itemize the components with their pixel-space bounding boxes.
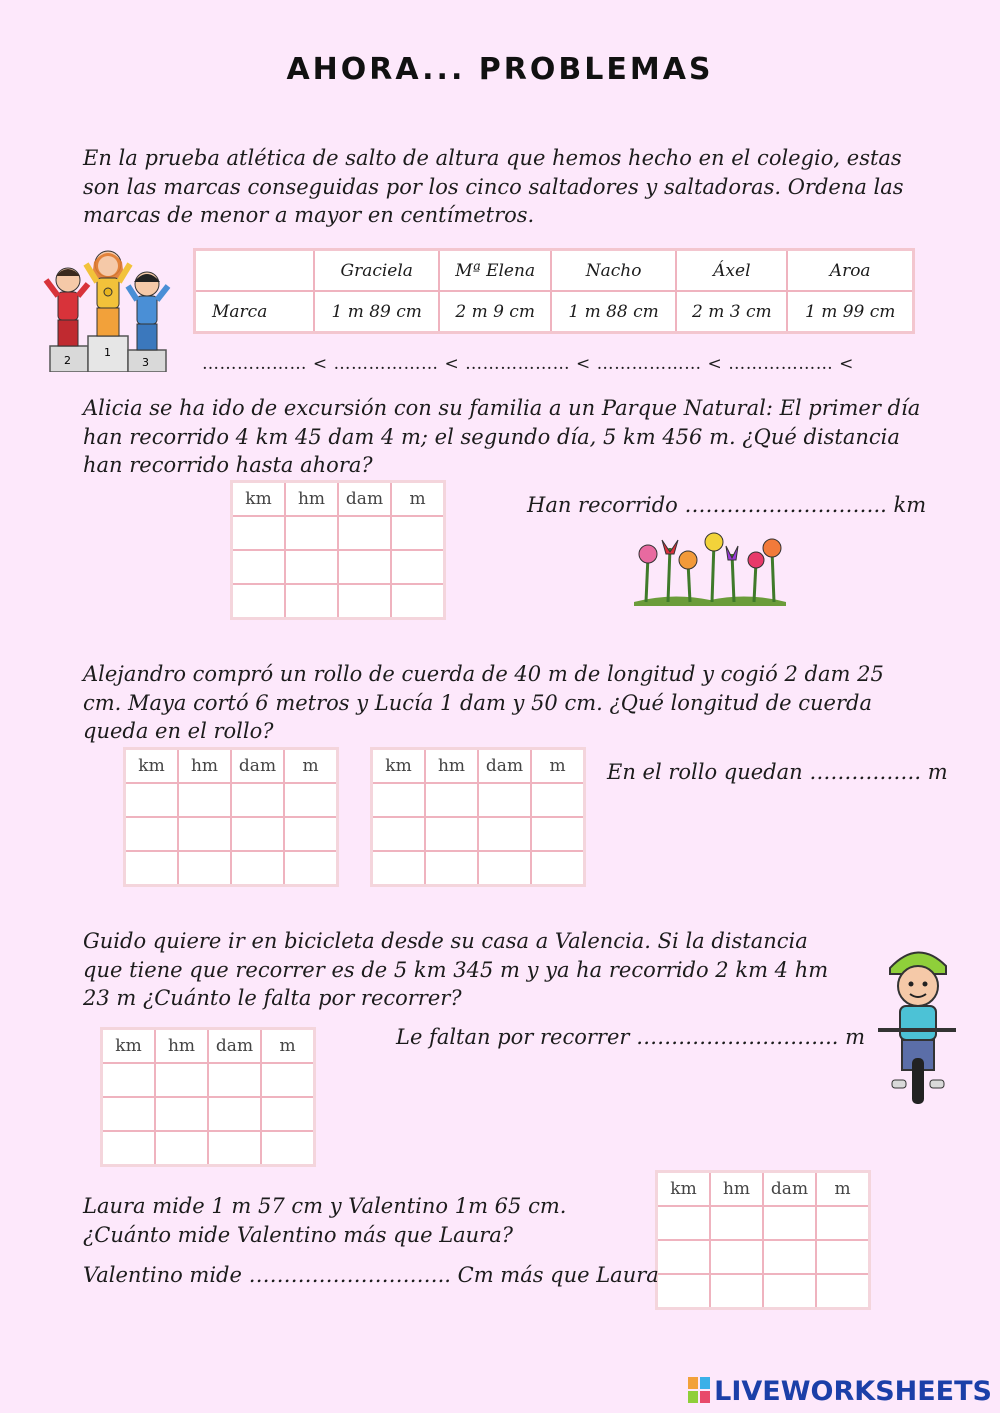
grid-cell[interactable] (178, 817, 231, 851)
unit-header-hm: hm (155, 1029, 208, 1064)
unit-header-km: km (372, 749, 426, 784)
grid-cell[interactable] (763, 1240, 816, 1274)
grid-cell[interactable] (372, 851, 426, 886)
grid-cell[interactable] (178, 851, 231, 886)
marks-header-axel: Áxel (676, 250, 787, 292)
unit-header-dam: dam (763, 1172, 816, 1207)
podium-1-label: 1 (104, 346, 111, 359)
grid-cell[interactable] (125, 783, 179, 817)
page-title: AHORA... PROBLEMAS (286, 52, 714, 87)
mark-value-maria-elena: 2 m 9 cm (439, 291, 550, 333)
problem-5-text: Laura mide 1 m 57 cm y Valentino 1m 65 cm. ¿Cuánto mide Valentino más que Laura? (83, 1194, 567, 1247)
grid-cell[interactable] (391, 550, 445, 584)
mark-value-graciela: 1 m 89 cm (314, 291, 439, 333)
grid-cell[interactable] (657, 1206, 711, 1240)
grid-cell[interactable] (710, 1240, 763, 1274)
grid-cell[interactable] (102, 1131, 156, 1166)
grid-cell[interactable] (231, 851, 284, 886)
grid-cell[interactable] (763, 1206, 816, 1240)
marks-header-aroa: Aroa (787, 250, 913, 292)
grid-cell[interactable] (391, 516, 445, 550)
unit-header-km: km (102, 1029, 156, 1064)
grid-cell[interactable] (155, 1131, 208, 1166)
grid-cell[interactable] (657, 1240, 711, 1274)
grid-cell[interactable] (208, 1131, 261, 1166)
grid-cell[interactable] (372, 783, 426, 817)
unit-header-m: m (816, 1172, 870, 1207)
grid-cell[interactable] (816, 1240, 870, 1274)
liveworksheets-logo (688, 1376, 992, 1407)
unit-header-m: m (284, 749, 338, 784)
grid-cell[interactable] (284, 851, 338, 886)
grid-cell[interactable] (155, 1097, 208, 1131)
unit-grid-problem-3-b[interactable] (370, 747, 586, 887)
order-answer-line[interactable]: ……………… < ……………… < ……………… < ……………… < ……………… < (202, 354, 854, 374)
problem-2-text: Alicia se ha ido de excursión con su familia a un Parque Natural: El primer día han recorrido 4 km 45 dam 4 m; el segundo día, 5 km 456 m. ¿Qué distancia han recorrido hasta ahora? (83, 396, 921, 477)
grid-cell[interactable] (261, 1063, 315, 1097)
problem-4-answer[interactable]: Le faltan por recorrer ……………………….. m (396, 1025, 866, 1049)
unit-header-hm: hm (710, 1172, 763, 1207)
marks-header-nacho: Nacho (551, 250, 676, 292)
marks-table-corner (195, 250, 315, 292)
unit-header-m: m (531, 749, 585, 784)
grid-cell[interactable] (478, 783, 531, 817)
grid-cell[interactable] (425, 851, 478, 886)
unit-header-km: km (657, 1172, 711, 1207)
grid-cell[interactable] (391, 584, 445, 619)
grid-cell[interactable] (816, 1274, 870, 1309)
grid-cell[interactable] (102, 1097, 156, 1131)
unit-header-dam: dam (208, 1029, 261, 1064)
grid-cell[interactable] (338, 584, 391, 619)
grid-cell[interactable] (231, 783, 284, 817)
grid-cell[interactable] (232, 516, 286, 550)
marks-header-maria-elena: Mª Elena (439, 250, 550, 292)
unit-grid-problem-4[interactable] (100, 1027, 316, 1167)
marks-header-graciela: Graciela (314, 250, 439, 292)
unit-header-hm: hm (425, 749, 478, 784)
grid-cell[interactable] (285, 550, 338, 584)
grid-cell[interactable] (710, 1206, 763, 1240)
marks-row-label: Marca (195, 291, 315, 333)
grid-cell[interactable] (425, 817, 478, 851)
unit-header-dam: dam (231, 749, 284, 784)
podium-2-label: 2 (64, 354, 71, 367)
unit-header-km: km (125, 749, 179, 784)
unit-header-dam: dam (478, 749, 531, 784)
grid-cell[interactable] (285, 516, 338, 550)
unit-header-m: m (261, 1029, 315, 1064)
grid-cell[interactable] (284, 817, 338, 851)
grid-cell[interactable] (232, 584, 286, 619)
mark-value-axel: 2 m 3 cm (676, 291, 787, 333)
grid-cell[interactable] (710, 1274, 763, 1309)
grid-cell[interactable] (285, 584, 338, 619)
grid-cell[interactable] (125, 817, 179, 851)
unit-header-m: m (391, 482, 445, 517)
liveworksheets-logo-text: LIVEWORKSHEETS (714, 1376, 992, 1407)
grid-cell[interactable] (102, 1063, 156, 1097)
grid-cell[interactable] (284, 783, 338, 817)
grid-cell[interactable] (338, 516, 391, 550)
cyclist-kid-illustration (872, 940, 958, 1110)
marks-table (193, 248, 915, 334)
grid-cell[interactable] (261, 1131, 315, 1166)
grid-cell[interactable] (231, 817, 284, 851)
grid-cell[interactable] (657, 1274, 711, 1309)
unit-header-hm: hm (178, 749, 231, 784)
unit-grid-problem-2[interactable] (230, 480, 446, 620)
grid-cell[interactable] (338, 550, 391, 584)
grid-cell[interactable] (763, 1274, 816, 1309)
unit-header-km: km (232, 482, 286, 517)
problem-1-text: En la prueba atlética de salto de altura que hemos hecho en el colegio, estas son las marcas conseguidas por los cinco saltadores y saltadoras. Ordena las marcas de menor a mayor en centímetros. (83, 146, 904, 227)
problem-2-answer[interactable]: Han recorrido ……………………….. km (527, 493, 927, 517)
liveworksheets-logo-icon (688, 1377, 710, 1403)
podium-kids-illustration (42, 240, 174, 372)
grid-cell[interactable] (425, 783, 478, 817)
grid-cell[interactable] (531, 817, 585, 851)
grid-cell[interactable] (125, 851, 179, 886)
grid-cell[interactable] (178, 783, 231, 817)
podium-3-label: 3 (142, 356, 149, 369)
grid-cell[interactable] (531, 783, 585, 817)
grid-cell[interactable] (208, 1097, 261, 1131)
unit-grid-problem-5[interactable] (655, 1170, 871, 1310)
problem-3-answer[interactable]: En el rollo quedan ……………. m (607, 760, 948, 784)
grid-cell[interactable] (531, 851, 585, 886)
flowers-illustration (632, 532, 788, 606)
grid-cell[interactable] (478, 851, 531, 886)
problem-5-answer[interactable]: Valentino mide ……………………….. Cm más que Laura (83, 1263, 659, 1287)
grid-cell[interactable] (208, 1063, 261, 1097)
unit-header-dam: dam (338, 482, 391, 517)
unit-grid-problem-3-a[interactable] (123, 747, 339, 887)
unit-header-hm: hm (285, 482, 338, 517)
mark-value-nacho: 1 m 88 cm (551, 291, 676, 333)
mark-value-aroa: 1 m 99 cm (787, 291, 913, 333)
grid-cell[interactable] (261, 1097, 315, 1131)
grid-cell[interactable] (372, 817, 426, 851)
problem-3-text: Alejandro compró un rollo de cuerda de 40 m de longitud y cogió 2 dam 25 cm. Maya cortó 6 metros y Lucía 1 dam y 50 cm. ¿Qué longitud de cuerda queda en el rollo? (83, 662, 884, 743)
grid-cell[interactable] (478, 817, 531, 851)
grid-cell[interactable] (816, 1206, 870, 1240)
grid-cell[interactable] (155, 1063, 208, 1097)
grid-cell[interactable] (232, 550, 286, 584)
problem-4-text: Guido quiere ir en bicicleta desde su casa a Valencia. Si la distancia que tiene que recorrer es de 5 km 345 m y ya ha recorrido 2 km 4 hm 23 m ¿Cuánto le falta por recorrer? (83, 929, 829, 1010)
